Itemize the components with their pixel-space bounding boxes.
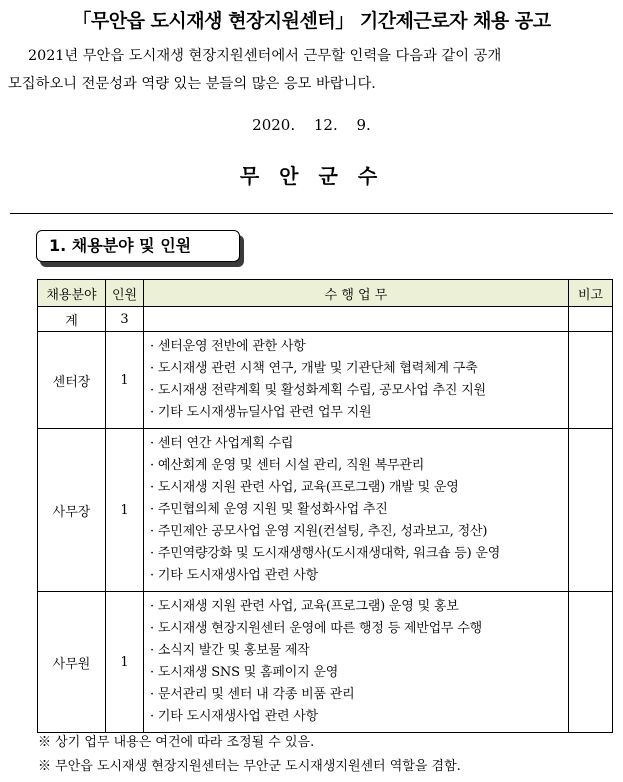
row-duties xyxy=(144,429,569,592)
recruitment-table xyxy=(37,279,613,733)
row-field: 사무장 xyxy=(38,429,106,592)
header-field: 채용분야 xyxy=(38,280,106,307)
header-remarks: 비고 xyxy=(569,280,613,307)
duty-item: · 주민제안 공모사업 운영 지원(컨설팅, 추진, 성과보고, 정산) xyxy=(150,524,488,539)
announcement-date: 2020. 12. 9. xyxy=(252,116,371,134)
issuer-name: 무안군수 xyxy=(239,164,398,188)
total-row xyxy=(38,307,613,332)
intro-line-1: 2021년 무안읍 도시재생 현장지원센터에서 근무할 인력을 다음과 같이 공개 xyxy=(28,48,502,64)
row-remarks xyxy=(569,429,613,592)
section-heading: 1. 채용분야 및 인원 xyxy=(36,230,240,262)
duty-item: · 도시재생 SNS 및 홈페이지 운영 xyxy=(150,665,339,680)
divider xyxy=(10,213,613,214)
duty-item: · 기타 도시재생사업 관련 사항 xyxy=(150,568,318,583)
duty-item: · 예산회계 운영 및 센터 시설 관리, 직원 복무관리 xyxy=(150,458,425,473)
footnote: ※ 상기 업무 내용은 여건에 따라 조정될 수 있음. xyxy=(38,735,315,750)
table-row xyxy=(38,429,613,592)
table-header-row xyxy=(38,280,613,307)
row-remarks xyxy=(569,332,613,429)
duties-list xyxy=(144,332,568,428)
row-field: 사무원 xyxy=(38,592,106,733)
row-count: 1 xyxy=(106,332,144,429)
intro-paragraph xyxy=(8,42,614,98)
duty-item: · 도시재생 지원 관련 사업, 교육(프로그램) 개발 및 운영 xyxy=(150,480,459,495)
duties-list xyxy=(144,592,568,732)
section-heading-box xyxy=(36,230,240,262)
row-count: 1 xyxy=(106,592,144,733)
duty-item: · 센터운영 전반에 관한 사항 xyxy=(150,339,306,354)
duty-item: · 주민역량강화 및 도시재생행사(도시재생대학, 워크숍 등) 운영 xyxy=(150,546,501,561)
row-count: 1 xyxy=(106,429,144,592)
total-count: 3 xyxy=(106,307,144,332)
duty-item: · 주민협의체 운영 지원 및 활성화사업 추진 xyxy=(150,502,388,517)
header-duties: 수 행 업 무 xyxy=(144,280,569,307)
duties-list xyxy=(144,429,568,591)
table-row xyxy=(38,592,613,733)
duty-item: · 소식지 발간 및 홍보물 제작 xyxy=(150,643,310,658)
duty-item: · 기타 도시재생사업 관련 사항 xyxy=(150,709,318,724)
duty-item: · 기타 도시재생뉴딜사업 관련 업무 지원 xyxy=(150,405,372,420)
total-remarks xyxy=(569,307,613,332)
duty-item: · 문서관리 및 센터 내 각종 비품 관리 xyxy=(150,687,355,702)
footnotes xyxy=(38,731,618,779)
total-duties xyxy=(144,307,569,332)
header-count: 인원 xyxy=(106,280,144,307)
duty-item: · 도시재생 관련 시책 연구, 개발 및 기관단체 협력체계 구축 xyxy=(150,361,478,376)
row-remarks xyxy=(569,592,613,733)
footnote: ※ 무안읍 도시재생 현장지원센터는 무안군 도시재생지원센터 역할을 겸함. xyxy=(38,759,461,774)
document-title: 「무안읍 도시재생 현장지원센터」 기간제근로자 채용 공고 xyxy=(72,10,551,32)
intro-line-2: 모집하오니 전문성과 역량 있는 분들의 많은 응모 바랍니다. xyxy=(8,76,376,92)
duty-item: · 센터 연간 사업계획 수립 xyxy=(150,436,294,451)
row-duties xyxy=(144,332,569,429)
duty-item: · 도시재생 현장지원센터 운영에 따른 행정 등 제반업무 수행 xyxy=(150,621,482,636)
total-label: 계 xyxy=(38,307,106,332)
table-row xyxy=(38,332,613,429)
row-duties xyxy=(144,592,569,733)
row-field: 센터장 xyxy=(38,332,106,429)
duty-item: · 도시재생 전략계획 및 활성화계획 수립, 공모사업 추진 지원 xyxy=(150,383,486,398)
duty-item: · 도시재생 지원 관련 사업, 교육(프로그램) 운영 및 홍보 xyxy=(150,599,459,614)
